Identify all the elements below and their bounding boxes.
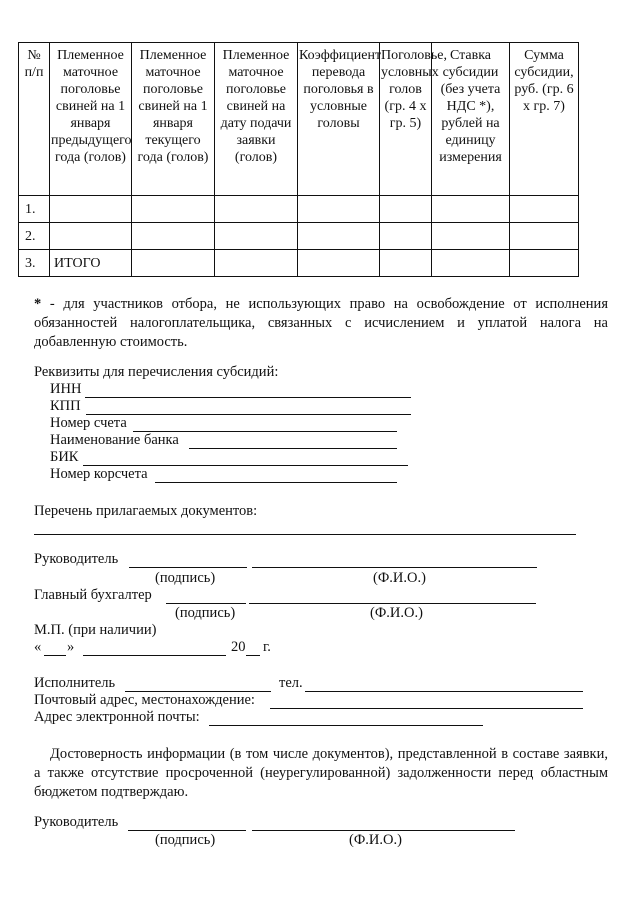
header-cell: № п/п [19,43,50,196]
table-cell[interactable] [510,196,579,223]
table-cell[interactable] [510,250,579,277]
table-cell[interactable] [132,250,215,277]
accountant-signature-field[interactable] [166,587,246,604]
table-cell[interactable] [432,223,510,250]
signature-caption: (подпись) [155,832,216,848]
date-close-quote: » [67,639,75,655]
header-cell: Племенное маточное поголовье свиней на дату подачи заявки (голов) [215,43,298,196]
email-label: Адрес электронной почты: [34,709,200,725]
table-cell[interactable] [215,250,298,277]
kpp-label: КПП [50,398,81,414]
executor-label: Исполнитель [34,675,116,691]
table-row [19,196,579,223]
inn-label: ИНН [50,381,82,397]
header-cell: Племенное маточное поголовье свиней на 1 января текущего года (голов) [132,43,215,196]
table-cell[interactable] [215,223,298,250]
corr-account-field[interactable] [155,466,397,483]
header-cell: Сумма субсидии, руб. (гр. 6 х гр. 7) [510,43,579,196]
final-name-field[interactable] [252,814,515,831]
table-cell[interactable] [298,223,380,250]
accountant-name-field[interactable] [249,587,536,604]
account-field[interactable] [133,415,397,432]
row-number: 3. [19,250,50,277]
phone-label: тел. [279,675,303,691]
date-year-prefix: 20 [231,639,246,655]
date-month-field[interactable] [83,639,226,656]
header-cell: Племенное маточное поголовье свиней на 1 января предыдущего года (голов) [50,43,132,196]
table-cell[interactable] [298,196,380,223]
fio-caption: (Ф.И.О.) [373,570,426,586]
documents-label: Перечень прилагаемых документов: [34,503,258,519]
header-cell: Коэффициент перевода поголовья в условные головы [298,43,380,196]
date-day-field[interactable] [44,639,66,656]
requisites-title: Реквизиты для перечисления субсидий: [34,364,279,380]
subsidy-table [18,42,579,277]
fio-caption: (Ф.И.О.) [349,832,402,848]
vat-footnote [34,295,608,352]
table-cell[interactable] [298,250,380,277]
date-open-quote: « [34,639,42,655]
confirmation-text: Достоверность информации (в том числе документов), представленной в составе заявки, а также отсутствие просроченной (неурегулированной) задолженности перед областным бюджетом подтверждаю. [34,746,608,800]
footnote-star: * [34,296,42,312]
signature-caption: (подпись) [155,570,216,586]
signature-caption: (подпись) [175,605,236,621]
row-number: 1. [19,196,50,223]
table-cell[interactable] [380,196,432,223]
documents-field[interactable] [34,518,576,535]
row-label [50,223,132,250]
head-label: Руководитель [34,814,119,830]
table-cell[interactable] [215,196,298,223]
accountant-label: Главный бухгалтер [34,587,152,603]
address-label: Почтовый адрес, местонахождение: [34,692,255,708]
email-field[interactable] [209,709,483,726]
table-cell[interactable] [380,223,432,250]
table-cell[interactable] [132,223,215,250]
executor-field[interactable] [125,675,271,692]
bank-label: Наименование банка [50,432,179,448]
bank-field[interactable] [189,432,397,449]
bik-label: БИК [50,449,79,465]
phone-field[interactable] [305,675,583,692]
final-signature-field[interactable] [128,814,246,831]
table-cell[interactable] [432,196,510,223]
row-label [50,196,132,223]
date-year-field[interactable] [246,639,260,656]
date-year-suffix: г. [263,639,271,655]
table-header-row [19,43,579,196]
bik-field[interactable] [83,449,408,466]
row-number: 2. [19,223,50,250]
row-label-total: ИТОГО [50,250,132,277]
stamp-label: М.П. (при наличии) [34,622,157,638]
account-label: Номер счета [50,415,127,431]
table-cell[interactable] [380,250,432,277]
address-field[interactable] [270,692,583,709]
head-label: Руководитель [34,551,119,567]
table-cell[interactable] [432,250,510,277]
inn-field[interactable] [85,381,411,398]
table-cell[interactable] [510,223,579,250]
header-cell: Ставка субсидии (без учета НДС *), рублей на единицу измерения [432,43,510,196]
corr-account-label: Номер корсчета [50,466,148,482]
table-cell[interactable] [132,196,215,223]
footnote-text: - для участников отбора, не использующих право на освобождение от исполнения обязанностей налогоплательщика, связанных с исчислением и уплатой налога на добавленную стоимость. [34,296,608,350]
fio-caption: (Ф.И.О.) [370,605,423,621]
header-cell: Поголовье, условных голов (гр. 4 х гр. 5) [380,43,432,196]
kpp-field[interactable] [86,398,411,415]
head-signature-field[interactable] [129,551,247,568]
table-row [19,250,579,277]
table-row [19,223,579,250]
head-name-field[interactable] [252,551,537,568]
